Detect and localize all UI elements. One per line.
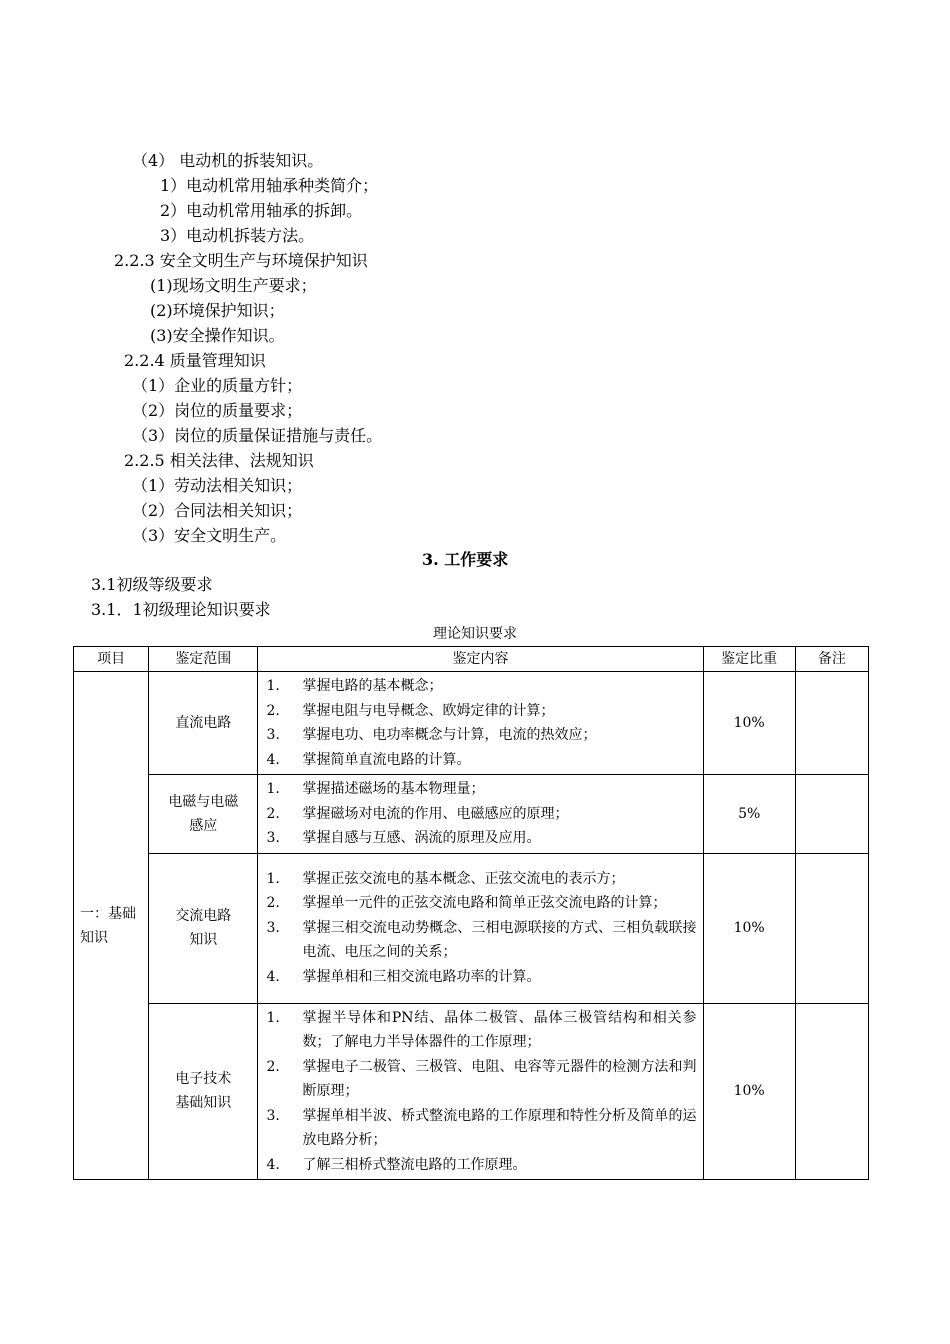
list-item: 1. 掌握正弦交流电的基本概念、正弦交流电的表示方； xyxy=(266,870,625,887)
outline-line: （2）合同法相关知识； xyxy=(132,501,303,520)
note-cell xyxy=(795,853,868,1003)
ratio-cell: 10% xyxy=(703,1003,795,1180)
content-cell xyxy=(258,775,703,854)
list-item: 3. 掌握电功、电功率概念与计算，电流的热效应； xyxy=(266,727,597,743)
range-cell: 交流电路知识 xyxy=(149,853,258,1003)
table-row xyxy=(74,775,869,854)
outline-line: 2.2.4 质量管理知识 xyxy=(124,351,266,370)
outline-line: （3）岗位的质量保证措施与责任。 xyxy=(132,426,383,445)
section-title: 3. 工作要求 xyxy=(422,550,509,569)
note-cell xyxy=(795,672,868,775)
subsection-title: 3.1初级等级要求 xyxy=(91,575,213,594)
list-item: 3. 掌握三相交流电动势概念、三相电源联接的方式、三相负载联接电流、电压之间的关系； xyxy=(266,919,697,961)
list-item: 2. 掌握单一元件的正弦交流电路和简单正弦交流电路的计算； xyxy=(266,895,667,912)
table-row xyxy=(74,853,869,1003)
outline-line: （4） 电动机的拆装知识。 xyxy=(132,151,324,170)
range-cell: 电子技术基础知识 xyxy=(149,1003,258,1180)
list-item: 4. 掌握简单直流电路的计算。 xyxy=(266,751,471,768)
outline-line: 3）电动机拆装方法。 xyxy=(160,226,315,245)
list-item: 4. 了解三相桥式整流电路的工作原理。 xyxy=(266,1156,527,1173)
requirements-table xyxy=(73,646,869,1180)
table-header-row xyxy=(74,647,869,672)
ratio-cell: 5% xyxy=(703,775,795,854)
subsection-title: 3.1．1初级理论知识要求 xyxy=(91,600,271,619)
header-note: 备注 xyxy=(795,647,868,672)
range-cell: 电磁与电磁感应 xyxy=(149,775,258,854)
content-cell xyxy=(258,672,703,775)
outline-line: （2）岗位的质量要求； xyxy=(132,401,303,420)
table-row xyxy=(74,1003,869,1180)
outline-line: 2.2.5 相关法律、法规知识 xyxy=(124,451,314,470)
table-caption: 理论知识要求 xyxy=(433,626,517,642)
list-item: 1. 掌握半导体和PN结、晶体二极管、晶体三极管结构和相关参数；了解电力半导体器件的工作原理； xyxy=(266,1009,697,1050)
list-item: 1. 掌握电路的基本概念； xyxy=(266,678,443,694)
outline-line: 1）电动机常用轴承种类简介； xyxy=(160,176,379,195)
list-item: 2. 掌握电子二极管、三极管、电阻、电容等元器件的检测方法和判断原理； xyxy=(266,1058,697,1099)
outline-line: （1）劳动法相关知识； xyxy=(132,476,303,495)
table-row xyxy=(74,672,869,775)
outline-line: (2)环境保护知识； xyxy=(150,301,285,320)
outline-line: (3)安全操作知识。 xyxy=(150,326,285,345)
header-project: 项目 xyxy=(74,647,149,672)
content-cell xyxy=(258,853,703,1003)
note-cell xyxy=(795,775,868,854)
list-item: 1. 掌握描述磁场的基本物理量； xyxy=(266,781,485,797)
outline-line: 2.2.3 安全文明生产与环境保护知识 xyxy=(114,251,368,270)
list-item: 3. 掌握单相半波、桥式整流电路的工作原理和特性分析及简单的运放电路分析； xyxy=(266,1107,697,1148)
outline-line: （1）企业的质量方针； xyxy=(132,376,303,395)
project-cell: 一：基础知识 xyxy=(74,672,149,1180)
header-ratio: 鉴定比重 xyxy=(703,647,795,672)
note-cell xyxy=(795,1003,868,1180)
range-cell: 直流电路 xyxy=(149,672,258,775)
list-item: 4. 掌握单相和三相交流电路功率的计算。 xyxy=(266,968,541,985)
ratio-cell: 10% xyxy=(703,672,795,775)
outline-line: (1)现场文明生产要求； xyxy=(150,276,317,295)
list-item: 2. 掌握电阻与电导概念、欧姆定律的计算； xyxy=(266,702,555,719)
outline-line: 2）电动机常用轴承的拆卸。 xyxy=(160,201,363,220)
header-content: 鉴定内容 xyxy=(258,647,703,672)
outline-line: （3）安全文明生产。 xyxy=(132,526,287,545)
list-item: 3. 掌握自感与互感、涡流的原理及应用。 xyxy=(266,830,541,846)
header-range: 鉴定范围 xyxy=(149,647,258,672)
content-cell xyxy=(258,1003,703,1180)
ratio-cell: 10% xyxy=(703,853,795,1003)
list-item: 2. 掌握磁场对电流的作用、电磁感应的原理； xyxy=(266,805,569,822)
